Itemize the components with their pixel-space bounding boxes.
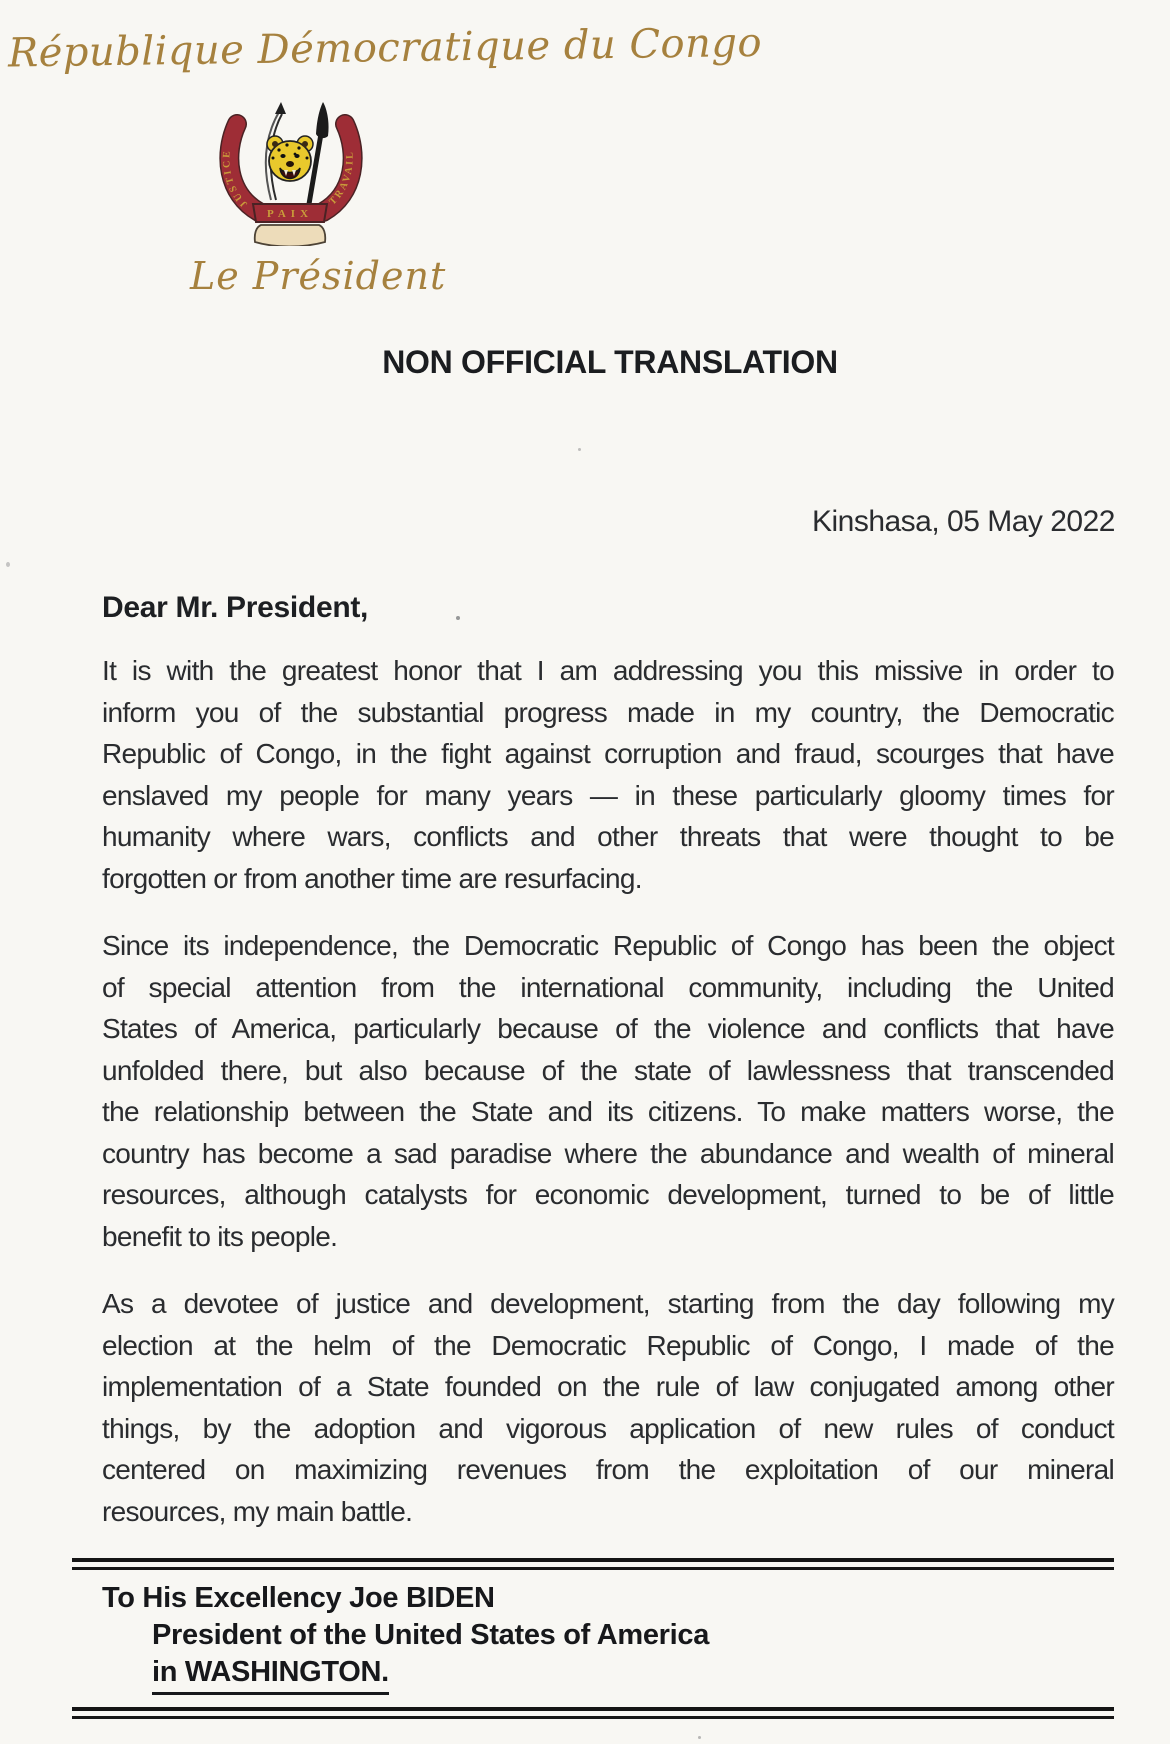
bottom-double-rule [72,1707,1114,1719]
letter-line: humanity where wars, conflicts and other threats that were thought to be [102,821,1114,852]
justice-text: JUSTICE [221,148,250,210]
paragraph [102,650,1114,899]
arrow-head [275,102,286,114]
letter-line: of special attention from the international community, including the United [102,971,1114,1003]
letter-line: Since its independence, the Democratic Republic of Congo has been the object [102,930,1114,961]
scan-speck [698,1736,701,1739]
addressee-city-text: in WASHINGTON. [152,1654,389,1695]
letter-line: Republic of Congo, in the fight against corruption and fraud, scourges that have [102,738,1114,769]
letter-line: election at the helm of the Democratic Republic of Congo, I made of the [102,1329,1114,1361]
letter-line: benefit to its people. [102,1220,338,1252]
letter-line: As a devotee of justice and development, starting from the day following my [102,1288,1114,1319]
letterhead-office-script: Le Président [190,254,447,298]
coat-of-arms-graphic [205,98,385,246]
letter-line: resources, although catalysts for economic development, turned to be of little [102,1179,1114,1210]
scan-speck [6,562,10,567]
addressee-name: To His Excellency Joe BIDEN [102,1582,495,1614]
dateline: Kinshasa, 05 May 2022 [811,505,1115,538]
addressee-city [72,1654,1114,1695]
addressee-lines [72,1580,1114,1695]
letter-line: States of America, particularly because of the violence and conflicts that have [102,1013,1114,1044]
scan-speck [578,448,581,451]
letter-line: inform you of the substantial progress made in my country, the Democratic [102,696,1114,728]
emblem-base [255,225,326,246]
letter-line: country has become a sad paradise where the abundance and wealth of mineral [102,1137,1114,1169]
document-title: NON OFFICIAL TRANSLATION [382,344,838,380]
spear-head [316,102,329,138]
letter-line: It is with the greatest honor that I am addressing you this missive in order to [102,655,1114,686]
scan-speck [456,616,460,620]
leopard-head [267,136,313,181]
travail-text: TRAVAIL [327,149,356,208]
letter-line: forgotten or from another time are resurfacing. [102,862,642,894]
drc-coat-of-arms [205,98,385,246]
paragraph [102,925,1114,1257]
letter-line: centered on maximizing revenues from the exploitation of our mineral [102,1454,1114,1485]
letter-line: resources, my main battle. [102,1495,413,1527]
letter-line: unfolded there, but also because of the state of lawlessness that transcended [102,1054,1114,1086]
paragraph [102,1283,1114,1532]
top-double-rule [72,1558,1114,1570]
addressee-title: President of the United States of America [152,1619,710,1651]
paix-text: PAIX [266,208,314,220]
salutation: Dear Mr. President, [102,591,369,624]
letter-line: the relationship between the State and its citizens. To make matters worse, the [102,1096,1114,1127]
letterhead-country-script: République Démocratique du Congo [7,19,763,77]
letter-line: things, by the adoption and vigorous application of new rules of conduct [102,1412,1114,1444]
letter-line: enslaved my people for many years — in these particularly gloomy times for [102,779,1114,811]
addressee-block [72,1558,1114,1719]
letter-line: implementation of a State founded on the rule of law conjugated among other [102,1371,1114,1402]
letter-body [102,650,1114,1558]
